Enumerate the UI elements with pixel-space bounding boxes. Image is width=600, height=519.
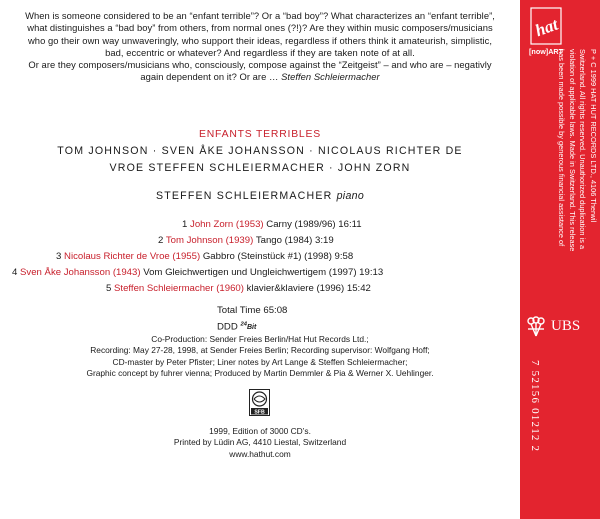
bit-depth-word: Bit	[246, 324, 257, 332]
track-work: Vom Gleichwertigen und Ungleichwertigem (1997) 19:13	[143, 267, 384, 278]
intro-paragraph-2	[20, 59, 500, 84]
credit-line: Co-Production: Sender Freies Berlin/Hat Hut Records Ltd.;	[151, 334, 369, 344]
copyright-line: violation of applicable laws. Made in Switzerland. This release	[568, 49, 577, 252]
track-composer: Nicolaus Richter de Vroe (1955)	[64, 251, 201, 262]
ddd-text: DDD	[217, 321, 238, 333]
bit-depth-badge	[240, 324, 256, 331]
track-work: Carny (1989/96) 16:11	[266, 219, 362, 230]
track-row	[56, 251, 353, 262]
copyright-line: P + C 1999 HAT HUT RECORDS LTD., 4106 Therwil	[589, 49, 598, 223]
performer-credit	[0, 190, 520, 202]
intro-paragraph-1: When is someone considered to be an “enfant terrible”? Or a “bad boy”? What characterizes an “enfant terrible”, what distinguishes a “bad boy” from others, from normal ones (?!)? Are they within music composers/musicians who go their own way unwaveringly, who support their ideas, regardless if others think it amateurish, simplistic, bad, eccentric or whatever? And regardless if they are taken note of at all.	[25, 10, 495, 58]
ubs-sponsor-logo	[524, 316, 581, 343]
website-link[interactable]: www.hathut.com	[229, 448, 291, 459]
intro-paragraph-2-text: Or are they composers/musicians who, consciously, compose against the “Zeitgeist” – and who are – negativly again dependent on it? Or are …	[28, 59, 492, 83]
track-number: 3	[56, 251, 62, 262]
ddd-label	[217, 318, 287, 335]
track-work: Tango (1984) 3:19	[255, 235, 334, 246]
track-composer: Steffen Schleiermacher (1960)	[114, 283, 244, 294]
track-number: 1	[182, 219, 188, 230]
composers-line-1: TOM JOHNSON · SVEN ÅKE JOHANSSON · NICOLAUS RICHTER DE	[57, 145, 463, 157]
now-art-label: [now]ART	[529, 47, 563, 56]
track-work: klavier&klaviere (1996) 15:42	[246, 283, 371, 294]
production-credits	[20, 334, 500, 379]
album-title: ENFANTS TERRIBLES	[199, 129, 321, 140]
printer-line: Printed by Lüdin AG, 4410 Liestal, Switzerland	[173, 437, 347, 448]
track-composer: Tom Johnson (1939)	[165, 235, 254, 246]
track-composer: Sven Åke Johansson (1943)	[20, 267, 141, 278]
credit-line: Graphic concept by fuhrer vienna; Produced by Martin Demmler & Pia & Werner X. Uehlinger.	[86, 367, 434, 378]
barcode-digits: 7 52156 01212 2	[529, 360, 541, 453]
barcode	[524, 360, 545, 508]
ubs-keys-icon	[524, 316, 548, 338]
track-row	[182, 219, 362, 230]
track-work: Gabbro (Steinstück #1) (1998) 9:58	[202, 251, 354, 262]
credit-line: CD-master by Peter Pfister; Liner notes by Art Lange & Steffen Schleiermacher;	[112, 356, 408, 367]
copyright-line: Switzerland. All rights reserved. Unauthorized duplication is a	[578, 49, 588, 250]
composers-list	[28, 143, 492, 177]
total-time: Total Time 65:08	[217, 305, 288, 316]
track-number: 2	[158, 235, 164, 246]
hat-logo-text: hat	[532, 14, 561, 41]
track-row	[12, 267, 383, 278]
total-time-block	[217, 303, 287, 335]
credit-line: Recording: May 27-28, 1998, at Sender Freies Berlin; Recording supervisor: Wolfgang Hoff;	[90, 345, 430, 356]
edition-info	[20, 426, 500, 460]
performer-name: STEFFEN SCHLEIERMACHER	[155, 190, 333, 202]
track-number: 5	[106, 283, 112, 294]
sfb-emblem-icon	[249, 389, 270, 416]
copyright-line: has been made possible by generous financial assistance of	[557, 49, 567, 247]
performer-instrument: piano	[336, 190, 365, 202]
composers-line-2: VROE STEFFEN SCHLEIERMACHER · JOHN ZORN	[109, 162, 411, 174]
ubs-text: UBS	[551, 318, 581, 334]
hat-hut-logo-icon	[529, 6, 563, 46]
intro-text	[20, 10, 500, 84]
intro-author: Steffen Schleiermacher	[281, 71, 380, 83]
bit-depth-number: 24	[240, 322, 247, 328]
track-composer: John Zorn (1953)	[190, 219, 264, 230]
sfb-logo-text: SFB	[254, 409, 265, 416]
track-row	[158, 235, 334, 246]
label-sidebar	[520, 0, 600, 519]
track-row	[106, 283, 371, 294]
sfb-logo	[249, 389, 270, 421]
track-number: 4	[12, 267, 18, 278]
edition-line: 1999, Edition of 3000 CD’s.	[209, 426, 311, 436]
